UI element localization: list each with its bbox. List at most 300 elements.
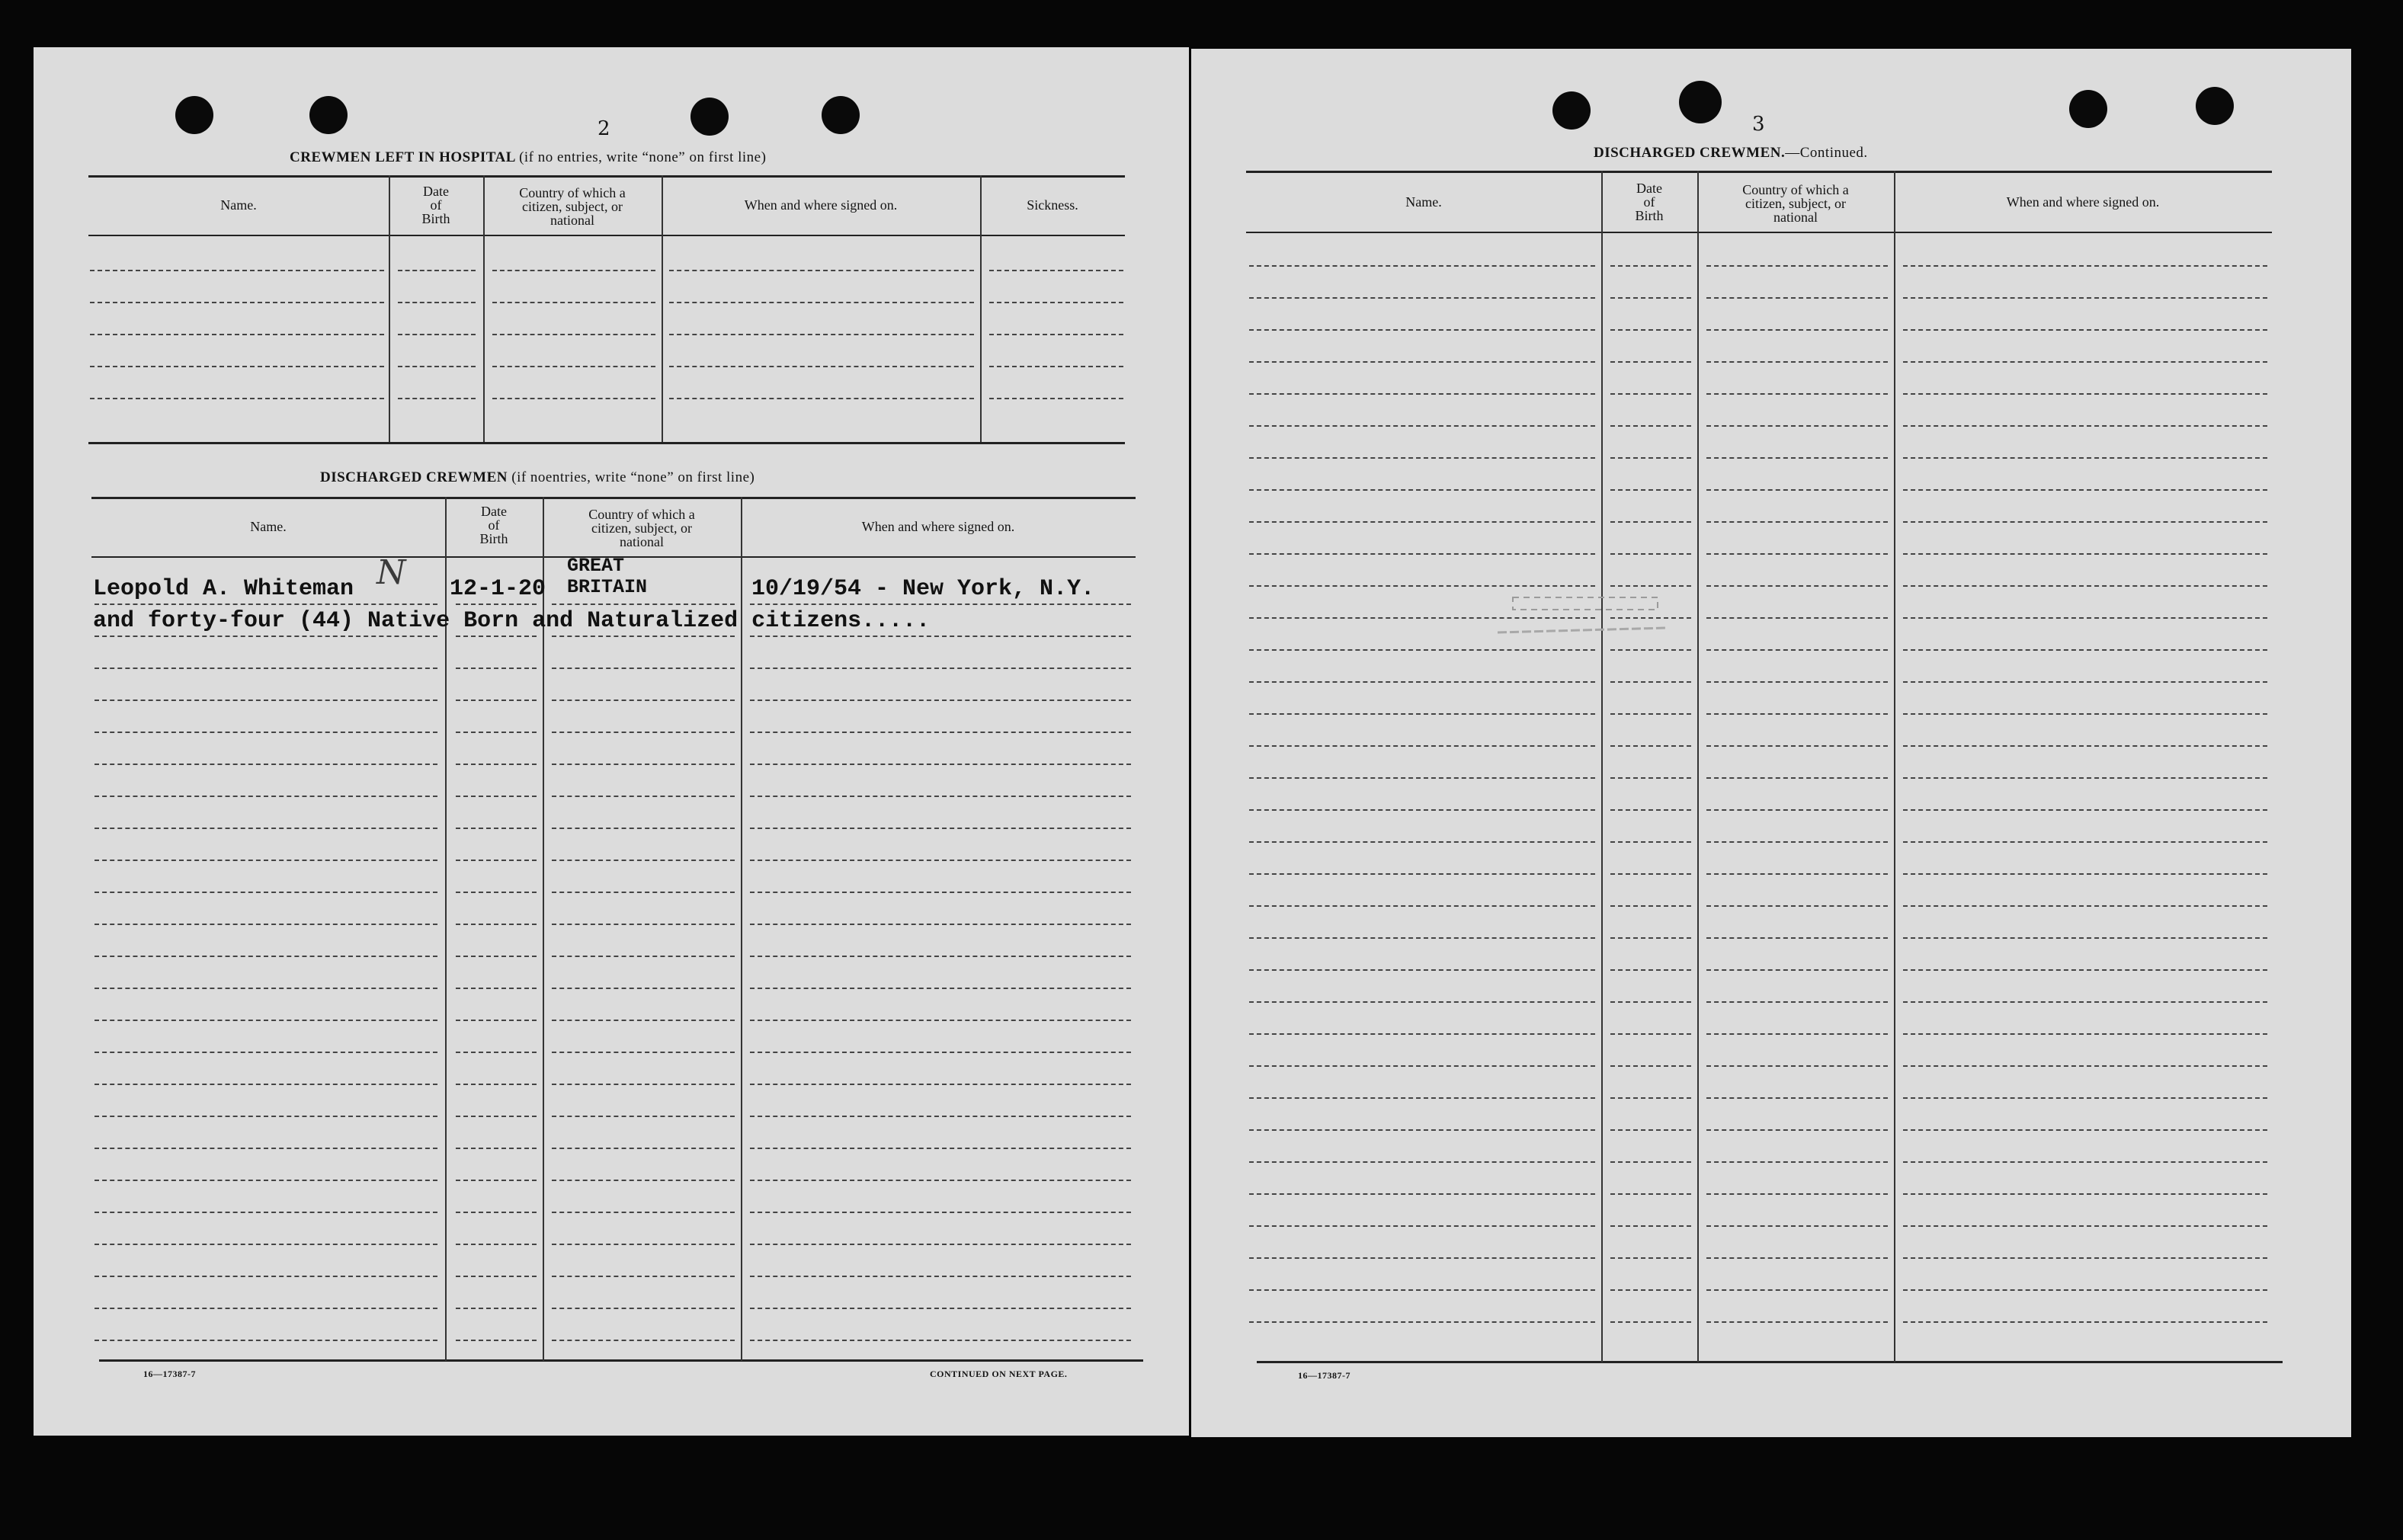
entry-line — [1610, 1001, 1691, 1003]
entry-line — [750, 636, 1131, 637]
entry-line — [1610, 1065, 1691, 1067]
entry-line — [750, 1276, 1131, 1277]
entry-line — [456, 956, 537, 957]
entry-line — [1706, 905, 1888, 907]
entry-line — [95, 764, 437, 765]
entry-line — [1706, 1289, 1888, 1291]
crewman-country-line2: BRITAIN — [567, 576, 648, 598]
entry-line — [1706, 553, 1888, 555]
page-number: 3 — [1752, 113, 1765, 136]
entry-line — [456, 1084, 537, 1085]
entry-line — [1903, 937, 2267, 939]
entry-line — [1903, 425, 2267, 427]
entry-line — [552, 604, 735, 605]
entry-line — [1903, 1321, 2267, 1323]
entry-line — [1249, 457, 1595, 459]
entry-line — [1610, 713, 1691, 715]
entry-line — [1706, 297, 1888, 299]
column-divider — [662, 175, 663, 442]
entry-line — [552, 1308, 735, 1309]
entry-line — [456, 892, 537, 893]
entry-line — [1249, 809, 1595, 811]
entry-line — [456, 636, 537, 637]
entry-line — [1903, 777, 2267, 779]
entry-line — [669, 270, 974, 271]
column-divider — [980, 175, 982, 442]
entry-line — [750, 1020, 1131, 1021]
entry-line — [1249, 361, 1595, 363]
header-bottom-rule — [1246, 232, 2272, 233]
entry-line — [1249, 1225, 1595, 1227]
entry-line — [492, 398, 655, 399]
entry-line — [1706, 777, 1888, 779]
entry-line — [1610, 457, 1691, 459]
entry-line — [95, 1244, 437, 1245]
entry-line — [750, 764, 1131, 765]
entry-line — [398, 302, 476, 303]
punch-hole — [1679, 81, 1722, 123]
entry-line — [1249, 1065, 1595, 1067]
entry-line — [1903, 1129, 2267, 1131]
entry-line — [552, 1276, 735, 1277]
entry-line — [1903, 457, 2267, 459]
entry-line — [750, 1116, 1131, 1117]
entry-line — [1249, 873, 1595, 875]
entry-line — [398, 334, 476, 335]
entry-line — [1610, 1257, 1691, 1259]
entry-line — [552, 636, 735, 637]
entry-line — [669, 334, 974, 335]
hospital-title-note: (if no entries, write “none” on first line) — [519, 149, 767, 165]
entry-line — [95, 636, 437, 637]
entry-line — [1249, 393, 1595, 395]
entry-line — [1706, 841, 1888, 843]
entry-line — [1249, 1033, 1595, 1035]
entry-line — [750, 732, 1131, 733]
entry-line — [95, 700, 437, 701]
entry-line — [1610, 745, 1691, 747]
summary-line: and forty-four (44) Native Born and Naturalized citizens..... — [93, 608, 931, 634]
entry-line — [90, 398, 384, 399]
entry-line — [90, 366, 384, 367]
entry-line — [669, 302, 974, 303]
entry-line — [95, 892, 437, 893]
entry-line — [1903, 393, 2267, 395]
entry-line — [1610, 553, 1691, 555]
entry-line — [1610, 361, 1691, 363]
entry-line — [552, 1020, 735, 1021]
entry-line — [1249, 745, 1595, 747]
punch-hole — [2196, 87, 2234, 125]
table-bottom-rule — [99, 1359, 1143, 1362]
discharged-title-note: (if noentries, write “none” on first line) — [511, 469, 755, 485]
table-top-rule — [1246, 171, 2272, 173]
entry-line — [492, 270, 655, 271]
entry-line — [95, 956, 437, 957]
entry-line — [95, 1276, 437, 1277]
entry-line — [398, 270, 476, 271]
entry-line — [1249, 265, 1595, 267]
entry-line — [1903, 361, 2267, 363]
entry-line — [456, 1180, 537, 1181]
entry-line — [95, 1212, 437, 1213]
entry-line — [750, 1212, 1131, 1213]
entry-line — [1706, 713, 1888, 715]
entry-line — [1249, 681, 1595, 683]
entry-line — [1610, 265, 1691, 267]
column-header-dob: Date of Birth — [479, 504, 508, 546]
entry-line — [1706, 1161, 1888, 1163]
entry-line — [95, 1084, 437, 1085]
column-header-sickness: Sickness. — [1027, 197, 1078, 213]
column-header-signed: When and where signed on. — [861, 519, 1015, 534]
entry-line — [456, 924, 537, 925]
entry-line — [552, 1148, 735, 1149]
entry-line — [1249, 1321, 1595, 1323]
entry-line — [456, 1116, 537, 1117]
entry-line — [1903, 745, 2267, 747]
entry-line — [95, 1052, 437, 1053]
entry-line — [552, 700, 735, 701]
entry-line — [750, 892, 1131, 893]
entry-line — [1610, 521, 1691, 523]
entry-line — [1706, 1001, 1888, 1003]
hospital-title-text: CREWMEN LEFT IN HOSPITAL — [290, 149, 515, 165]
entry-line — [750, 604, 1131, 605]
entry-line — [1903, 873, 2267, 875]
entry-line — [750, 988, 1131, 989]
entry-line — [552, 668, 735, 669]
column-header-dob: Date of Birth — [1635, 181, 1664, 223]
entry-line — [492, 366, 655, 367]
entry-line — [552, 796, 735, 797]
entry-line — [1249, 841, 1595, 843]
entry-line — [989, 334, 1123, 335]
entry-line — [552, 1052, 735, 1053]
entry-line — [1249, 969, 1595, 971]
entry-line — [456, 1020, 537, 1021]
entry-line — [1610, 905, 1691, 907]
entry-line — [1249, 1097, 1595, 1099]
discharged-section-title — [320, 469, 755, 486]
form-number: 16—17387-7 — [143, 1369, 196, 1379]
column-header-country: Country of which a citizen, subject, or national — [588, 507, 695, 549]
entry-line — [456, 668, 537, 669]
entry-line — [1249, 1001, 1595, 1003]
entry-line — [1249, 1257, 1595, 1259]
entry-line — [750, 700, 1131, 701]
entry-line — [1610, 329, 1691, 331]
entry-line — [1706, 329, 1888, 331]
entry-line — [456, 988, 537, 989]
entry-line — [552, 860, 735, 861]
entry-line — [456, 1244, 537, 1245]
entry-line — [750, 860, 1131, 861]
entry-line — [1903, 681, 2267, 683]
entry-line — [1903, 617, 2267, 619]
entry-line — [95, 668, 437, 669]
entry-line — [95, 796, 437, 797]
entry-line — [1610, 809, 1691, 811]
entry-line — [95, 1116, 437, 1117]
entry-line — [456, 604, 537, 605]
entry-line — [95, 732, 437, 733]
entry-line — [95, 1308, 437, 1309]
entry-line — [750, 1180, 1131, 1181]
entry-line — [398, 366, 476, 367]
entry-line — [552, 764, 735, 765]
entry-line — [1903, 521, 2267, 523]
entry-line — [750, 1084, 1131, 1085]
entry-line — [1903, 713, 2267, 715]
entry-line — [989, 270, 1123, 271]
column-divider — [1601, 171, 1603, 1362]
entry-line — [1903, 969, 2267, 971]
section-title-text: DISCHARGED CREWMEN. — [1594, 145, 1786, 161]
entry-line — [1706, 393, 1888, 395]
entry-line — [750, 828, 1131, 829]
entry-line — [1706, 1097, 1888, 1099]
entry-line — [552, 1340, 735, 1341]
entry-line — [552, 1212, 735, 1213]
entry-line — [456, 1212, 537, 1213]
entry-line — [552, 988, 735, 989]
column-header-dob: Date of Birth — [421, 184, 450, 226]
entry-line — [456, 764, 537, 765]
column-header-signed: When and where signed on. — [744, 197, 898, 213]
crewman-dob: 12-1-20 — [450, 576, 546, 602]
entry-line — [989, 302, 1123, 303]
punch-hole — [822, 96, 860, 134]
entry-line — [492, 302, 655, 303]
page-number: 2 — [598, 117, 610, 140]
entry-line — [1706, 617, 1888, 619]
entry-line — [1903, 1257, 2267, 1259]
entry-line — [1249, 777, 1595, 779]
column-header-country: Country of which a citizen, subject, or national — [519, 185, 626, 228]
entry-line — [1903, 265, 2267, 267]
entry-line — [1903, 809, 2267, 811]
entry-line — [1249, 713, 1595, 715]
entry-line — [1249, 937, 1595, 939]
table-bottom-rule — [1257, 1361, 2283, 1363]
left-page — [34, 47, 1189, 1436]
hospital-section-title — [290, 149, 766, 166]
entry-line — [90, 270, 384, 271]
entry-line — [1610, 1193, 1691, 1195]
entry-line — [1706, 425, 1888, 427]
entry-line — [492, 334, 655, 335]
entry-line — [1610, 1289, 1691, 1291]
entry-line — [1706, 265, 1888, 267]
entry-line — [1706, 1321, 1888, 1323]
entry-line — [1706, 809, 1888, 811]
entry-line — [1706, 1193, 1888, 1195]
entry-line — [1903, 1225, 2267, 1227]
entry-line — [1610, 1129, 1691, 1131]
entry-line — [456, 700, 537, 701]
entry-line — [456, 828, 537, 829]
entry-line — [1610, 1097, 1691, 1099]
entry-line — [1610, 489, 1691, 491]
entry-line — [1610, 681, 1691, 683]
entry-line — [90, 334, 384, 335]
entry-line — [669, 398, 974, 399]
entry-line — [95, 860, 437, 861]
entry-line — [1610, 873, 1691, 875]
entry-line — [1610, 1321, 1691, 1323]
entry-line — [456, 1148, 537, 1149]
entry-line — [750, 796, 1131, 797]
entry-line — [1903, 297, 2267, 299]
entry-line — [95, 604, 437, 605]
entry-line — [1610, 425, 1691, 427]
crewman-signed-on: 10/19/54 - New York, N.Y. — [751, 576, 1095, 602]
column-header-country: Country of which a citizen, subject, or national — [1742, 182, 1849, 225]
punch-hole — [2069, 90, 2107, 128]
entry-line — [1610, 969, 1691, 971]
entry-line — [1249, 521, 1595, 523]
entry-line — [1706, 873, 1888, 875]
entry-line — [1706, 649, 1888, 651]
entry-line — [456, 1276, 537, 1277]
entry-line — [456, 1052, 537, 1053]
entry-line — [750, 1052, 1131, 1053]
entry-line — [398, 398, 476, 399]
entry-line — [669, 366, 974, 367]
entry-line — [1610, 1033, 1691, 1035]
entry-line — [1249, 1129, 1595, 1131]
crewman-name: Leopold A. Whiteman — [93, 576, 354, 602]
entry-line — [95, 924, 437, 925]
entry-line — [1610, 777, 1691, 779]
table-top-rule — [91, 497, 1136, 499]
entry-line — [1706, 489, 1888, 491]
entry-line — [1903, 585, 2267, 587]
table-top-rule — [88, 175, 1125, 178]
entry-line — [1706, 521, 1888, 523]
entry-line — [552, 892, 735, 893]
entry-line — [1706, 585, 1888, 587]
entry-line — [95, 1148, 437, 1149]
entry-line — [1706, 361, 1888, 363]
entry-line — [750, 1148, 1131, 1149]
entry-line — [1706, 1065, 1888, 1067]
entry-line — [1903, 553, 2267, 555]
continued-note: CONTINUED ON NEXT PAGE. — [930, 1369, 1068, 1379]
entry-line — [1706, 457, 1888, 459]
entry-line — [1903, 1097, 2267, 1099]
entry-line — [95, 1020, 437, 1021]
punch-hole — [175, 96, 213, 134]
right-page — [1191, 49, 2351, 1437]
header-bottom-rule — [88, 235, 1125, 236]
punch-hole — [690, 98, 729, 136]
form-number: 16—17387-7 — [1298, 1370, 1350, 1381]
discharged-continued-title — [1594, 145, 1868, 162]
entry-line — [1903, 329, 2267, 331]
entry-line — [750, 924, 1131, 925]
entry-line — [1249, 425, 1595, 427]
column-divider — [1894, 171, 1895, 1362]
column-header-name: Name. — [220, 197, 257, 213]
entry-line — [552, 1084, 735, 1085]
entry-line — [989, 366, 1123, 367]
entry-line — [95, 988, 437, 989]
entry-line — [1903, 1065, 2267, 1067]
entry-line — [552, 732, 735, 733]
punch-hole — [1552, 91, 1591, 130]
entry-line — [1249, 329, 1595, 331]
entry-line — [552, 956, 735, 957]
entry-line — [750, 668, 1131, 669]
column-header-name: Name. — [250, 519, 287, 534]
entry-line — [1249, 905, 1595, 907]
entry-line — [1706, 937, 1888, 939]
entry-line — [552, 924, 735, 925]
entry-line — [1610, 393, 1691, 395]
entry-line — [1249, 1289, 1595, 1291]
entry-line — [1249, 1193, 1595, 1195]
entry-line — [95, 828, 437, 829]
table-bottom-rule — [88, 442, 1125, 444]
punch-hole — [309, 96, 348, 134]
entry-line — [750, 956, 1131, 957]
check-mark: N — [376, 553, 406, 592]
entry-line — [1903, 1193, 2267, 1195]
entry-line — [456, 1340, 537, 1341]
entry-line — [1610, 1225, 1691, 1227]
entry-line — [1706, 969, 1888, 971]
entry-line — [552, 1180, 735, 1181]
entry-line — [456, 1308, 537, 1309]
entry-line — [456, 796, 537, 797]
entry-line — [1903, 1001, 2267, 1003]
entry-line — [1249, 297, 1595, 299]
entry-line — [552, 828, 735, 829]
entry-line — [1706, 1225, 1888, 1227]
entry-line — [95, 1340, 437, 1341]
entry-line — [1610, 937, 1691, 939]
column-header-signed: When and where signed on. — [2006, 194, 2160, 210]
entry-line — [1706, 745, 1888, 747]
entry-line — [90, 302, 384, 303]
crewman-country-line1: GREAT — [567, 555, 625, 577]
column-header-name: Name. — [1405, 194, 1442, 210]
entry-line — [750, 1340, 1131, 1341]
entry-line — [456, 860, 537, 861]
entry-line — [1610, 1161, 1691, 1163]
entry-line — [1903, 649, 2267, 651]
discharged-title-text: DISCHARGED CREWMEN — [320, 469, 508, 485]
column-divider — [1697, 171, 1699, 1362]
entry-line — [1903, 1161, 2267, 1163]
entry-line — [95, 1180, 437, 1181]
entry-line — [1706, 1257, 1888, 1259]
entry-line — [1249, 553, 1595, 555]
entry-line — [989, 398, 1123, 399]
entry-line — [1903, 1033, 2267, 1035]
entry-line — [456, 732, 537, 733]
entry-line — [750, 1244, 1131, 1245]
entry-line — [1706, 1033, 1888, 1035]
entry-line — [1249, 1161, 1595, 1163]
entry-line — [1903, 1289, 2267, 1291]
entry-line — [1903, 905, 2267, 907]
entry-line — [1610, 297, 1691, 299]
faint-stamp — [1482, 582, 1688, 651]
entry-line — [552, 1244, 735, 1245]
